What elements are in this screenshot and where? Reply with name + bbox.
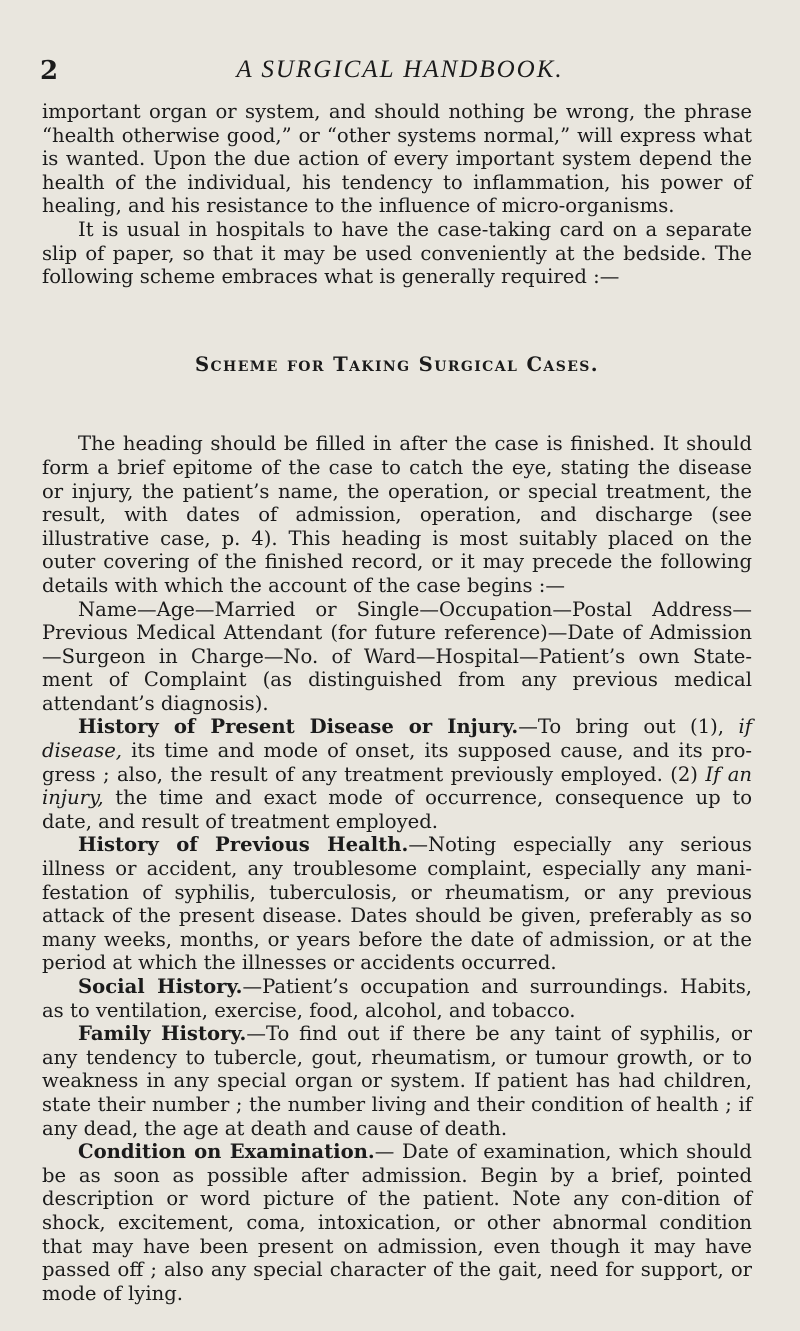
- present-disease-italic-1: if disease,: [42, 715, 752, 763]
- present-disease-text-1: —To bring out (1),: [518, 715, 739, 739]
- present-disease-text-2: its time and mode of onset, its supposed cause, and its pro-gress ; also, the result of any treatment previously employed. (2): [42, 739, 752, 786]
- book-title: A SURGICAL HANDBOOK.: [236, 56, 564, 83]
- case-card-paragraph: It is usual in hospitals to have the case-taking card on a separate slip of paper, so that it may be used conveniently at the bedside. The following scheme embraces what is generally required :—: [42, 217, 752, 289]
- social-history-text: —Patient’s occupation and surroundings. Habits, as to ventilation, exercise, food, alcohol, and tobacco.: [42, 975, 752, 1022]
- previous-health-paragraph: [42, 833, 752, 975]
- heading-paragraph: The heading should be filled in after the case is finished. It should form a brief epitome of the case to catch the eye, stating the disease or injury, the patient’s name, the operation, or special treatment, the result, with dates of admission, operation, and discharge (see illustrative case, p. 4). This heading is most suitably placed on the outer covering of the finished record, or it may precede the following details with which the account of the case begins :—: [42, 432, 752, 597]
- examination-title: Condition on Examination.: [78, 1140, 375, 1164]
- social-history-paragraph: [42, 975, 752, 1022]
- social-history-title: Social History.: [78, 975, 243, 998]
- present-disease-italic-2: If an injury,: [42, 762, 752, 810]
- examination-text: — Date of examination, which should be as soon as possible after admission. Begin by a brief, pointed description or word picture of the patient. Note any con-dition of shock, excitement, coma, intoxication, or other abnormal condition that may have been present on admission, even though it may have passed off ; also any special character of the gait, need for support, or mode of lying.: [42, 1140, 752, 1305]
- particulars-paragraph: Name—Age—Married or Single—Occupation—Postal Address—Previous Medical Attendant (for future reference)—Date of Admission—Surgeon in Charge—No. of Ward—Hospital—Patient’s own State-ment of Complaint (as distinguished from any previous medical attendant’s diagnosis).: [42, 597, 752, 715]
- family-history-title: Family History.: [78, 1022, 247, 1046]
- section-heading: Scheme for Taking Surgical Cases.: [194, 352, 600, 376]
- present-disease-title: History of Present Disease or Injury.: [78, 715, 519, 739]
- page-number: 2: [40, 56, 59, 86]
- previous-health-title: History of Previous Health.: [78, 833, 409, 857]
- family-history-paragraph: [42, 1022, 752, 1140]
- present-disease-paragraph: [42, 715, 752, 833]
- previous-health-text: —Noting especially any serious illness or accident, any troublesome complaint, especially any mani-festation of syphilis, tuberculosis, or rheumatism, or any previous attack of the present disease. Dates should be given, preferably as so many weeks, months, or years before the date of admission, or at the period at which the illnesses or accidents occurred.: [42, 833, 752, 975]
- continued-paragraph: important organ or system, and should nothing be wrong, the phrase “health otherwise good,” or “other systems normal,” will express what is wanted. Upon the due action of every important system depend the health of the individual, his tendency to inflammation, his power of healing, and his resistance to the influence of micro-organisms.: [42, 100, 752, 218]
- family-history-text: —To find out if there be any taint of syphilis, or any tendency to tubercle, gout, rheumatism, or tumour growth, or to weakness in any special organ or system. If patient has had children, state their number ; the number living and their condition of health ; if any dead, the age at death and cause of death.: [42, 1022, 752, 1140]
- page-body: [42, 100, 752, 1305]
- present-disease-text-3: the time and exact mode of occurrence, consequence up to date, and result of treatment employed.: [42, 786, 752, 833]
- running-head: [40, 56, 760, 92]
- examination-paragraph: [42, 1140, 752, 1305]
